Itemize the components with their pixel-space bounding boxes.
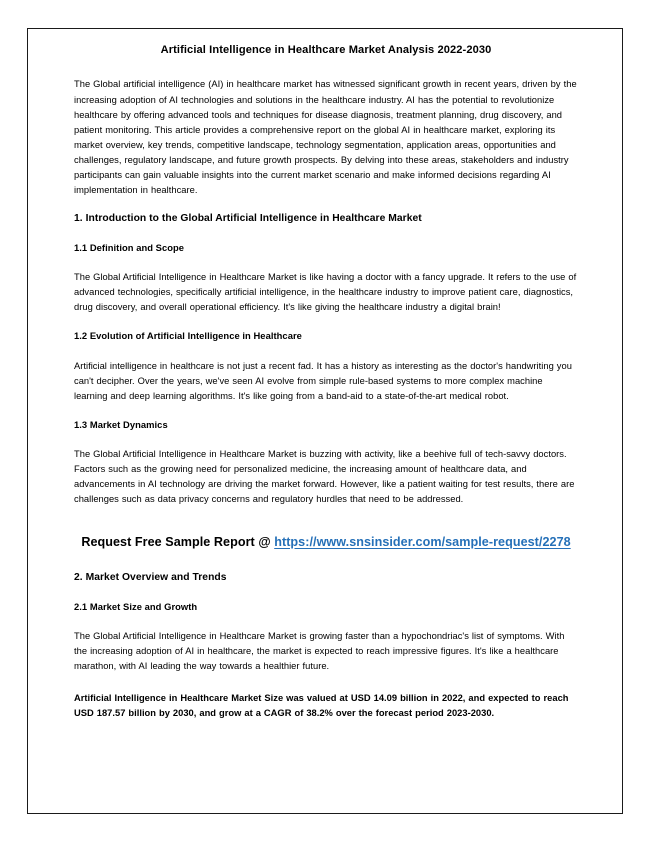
section-1-heading: 1. Introduction to the Global Artificial Intelligence in Healthcare Market xyxy=(74,213,422,225)
intro-paragraph: The Global artificial intelligence (AI) in healthcare market has witnessed significant growth in recent years, driven by the increasing adoption of AI technologies and solutions in the healthcare industry. AI has the potential to revolutionize healthcare by offering advanced tools and techniques for disease diagnosis, treatment planning, drug discovery, and patient monitoring. This article provides a comprehensive report on the global AI in healthcare market, exploring its market overview, key trends, competitive landscape, technology segmentation, application areas, opportunities and challenges, regulatory landscape, and future growth prospects. By delving into these areas, stakeholders and industry participants can gain valuable insights into the current market scenario and make informed decisions regarding AI implementation in healthcare. xyxy=(74,79,577,196)
request-sample-cta xyxy=(74,534,578,552)
section-1-2-paragraph: Artificial intelligence in healthcare is not just a recent fad. It has a history as interesting as the doctor's handwriting you can't decipher. Over the years, we've seen AI evolve from simple rule-based systems to more complex machine learning and deep learning algorithms. It's like going from a band-aid to a state-of-the-art medical robot. xyxy=(74,360,572,401)
section-2-1-heading: 2.1 Market Size and Growth xyxy=(74,600,198,612)
section-1-1-heading: 1.1 Definition and Scope xyxy=(74,241,185,253)
section-1-1-paragraph: The Global Artificial Intelligence in Healthcare Market is like having a doctor with a fancy upgrade. It refers to the use of advanced technologies, specifically artificial intelligence, in the healthcare industry to improve patient care, diagnostics, drug discovery, and overall operational efficiency. It's like giving the healthcare industry a digital brain! xyxy=(74,271,577,313)
sample-request-link[interactable]: https://www.snsinsider.com/sample-request/2278 xyxy=(274,534,571,549)
section-2-heading: 2. Market Overview and Trends xyxy=(74,572,227,584)
document-content xyxy=(74,43,578,736)
cta-label: Request Free Sample Report @ xyxy=(81,534,275,549)
document-page xyxy=(27,28,623,814)
section-1-3-paragraph: The Global Artificial Intelligence in Healthcare Market is buzzing with activity, like a beehive full of tech-savvy doctors. Factors such as the growing need for personalized medicine, the increasing amount of healthcare data, and advancements in AI technology are driving the market forward. However, like a patient waiting for test results, there are challenges such as data privacy concerns and regulatory hurdles that need to be addressed. xyxy=(74,449,575,505)
page-title: Artificial Intelligence in Healthcare Market Analysis 2022-2030 xyxy=(160,44,492,56)
market-size-highlight: Artificial Intelligence in Healthcare Market Size was valued at USD 14.09 billion in 2022, and expected to reach USD 187.57 billion by 2030, and grow at a CAGR of 38.2% over the forecast period 2023-2030. xyxy=(74,693,569,719)
section-1-2-heading: 1.2 Evolution of Artificial Intelligence in Healthcare xyxy=(74,330,302,342)
section-2-1-paragraph: The Global Artificial Intelligence in Healthcare Market is growing faster than a hypochondriac's list of symptoms. With the increasing adoption of AI in healthcare, the market is expected to reach impressive figures. It's like a healthcare marathon, with AI leading the way towards a healthier future. xyxy=(74,630,565,672)
section-1-3-heading: 1.3 Market Dynamics xyxy=(74,418,168,430)
